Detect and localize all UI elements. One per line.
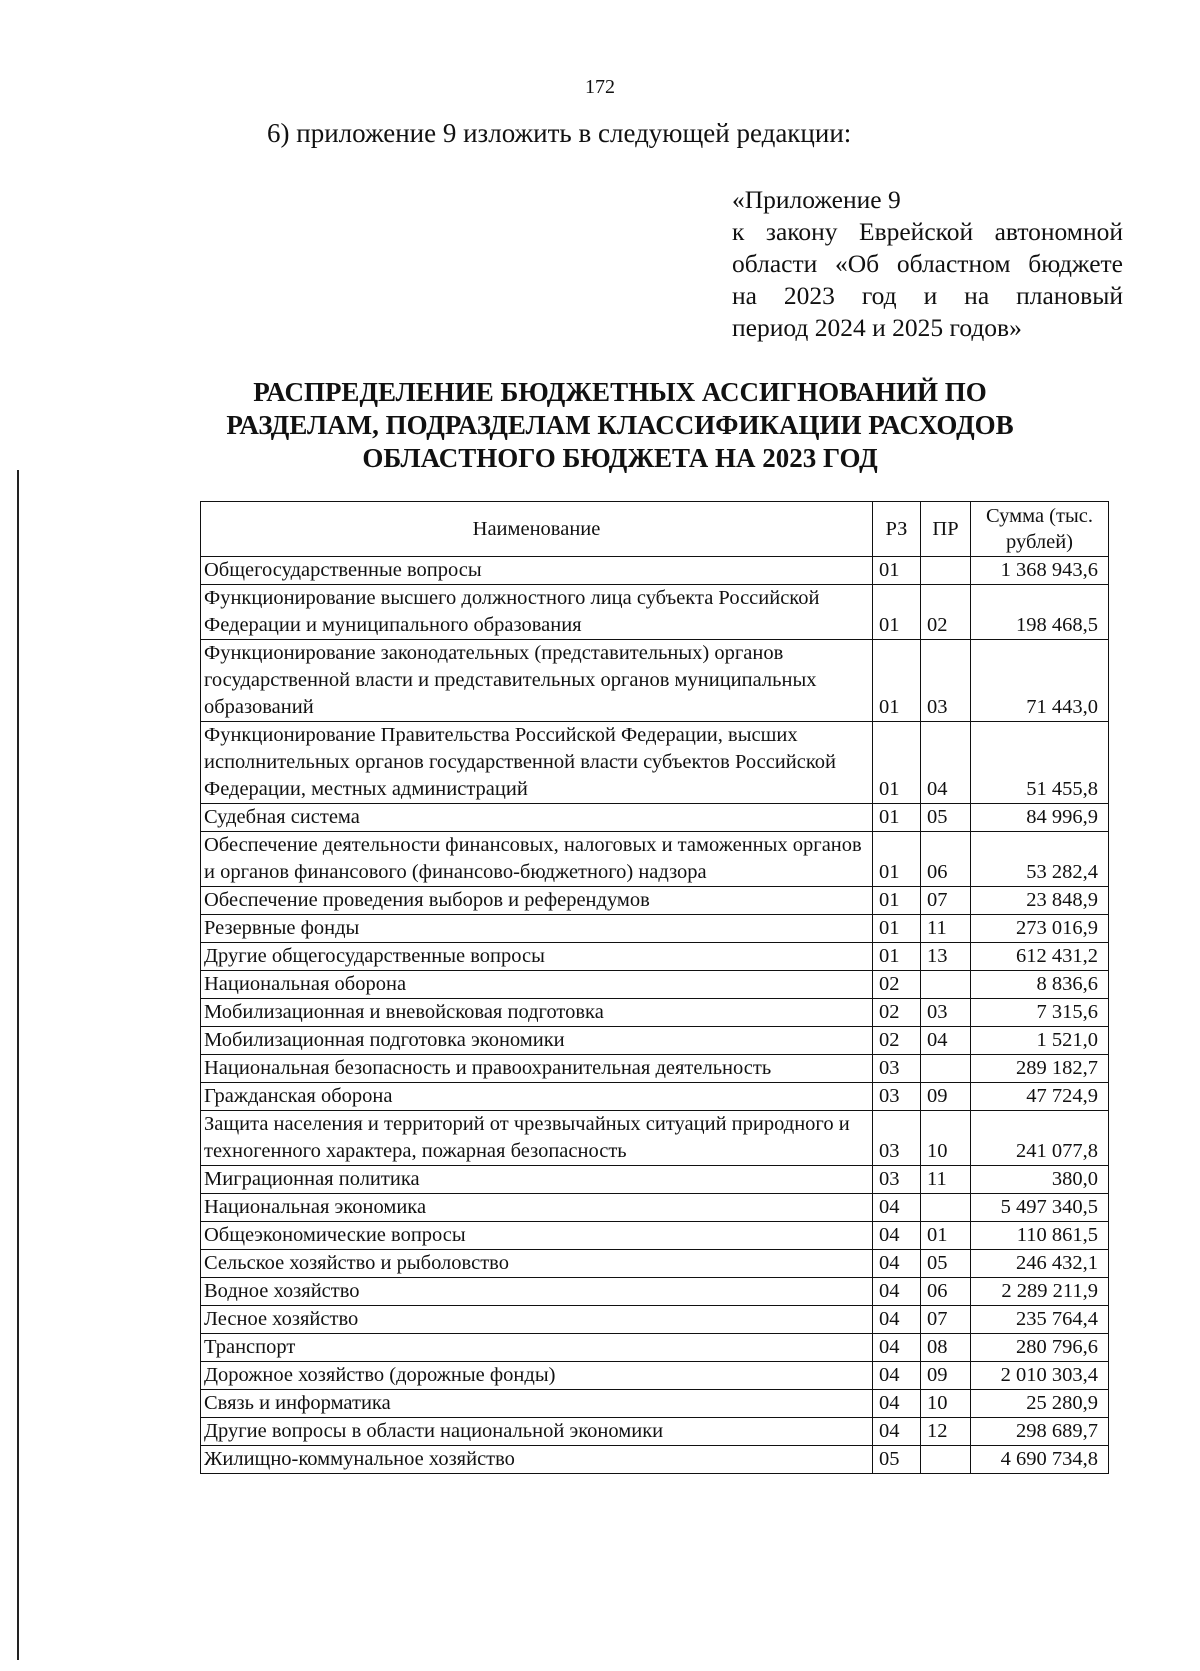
cell-name: Национальная оборона	[201, 971, 873, 999]
cell-rz: 04	[873, 1418, 921, 1446]
table-row	[201, 943, 1109, 971]
appendix-line: период 2024 и 2025 годов»	[732, 313, 1022, 342]
cell-sum: 51 455,8	[971, 722, 1109, 804]
cell-rz: 01	[873, 640, 921, 722]
cell-rz: 02	[873, 1027, 921, 1055]
appendix-reference	[732, 184, 1123, 344]
appendix-line: «Приложение 9	[732, 185, 901, 214]
cell-name: Национальная экономика	[201, 1194, 873, 1222]
cell-rz: 01	[873, 722, 921, 804]
table-row	[201, 887, 1109, 915]
cell-sum: 84 996,9	[971, 804, 1109, 832]
document-title	[160, 376, 1080, 475]
cell-rz: 02	[873, 971, 921, 999]
cell-pr: 05	[921, 1250, 971, 1278]
header-name: Наименование	[201, 502, 873, 557]
cell-rz: 03	[873, 1111, 921, 1166]
cell-rz: 01	[873, 804, 921, 832]
table-row	[201, 1362, 1109, 1390]
cell-sum: 5 497 340,5	[971, 1194, 1109, 1222]
table-row	[201, 1194, 1109, 1222]
cell-sum: 4 690 734,8	[971, 1446, 1109, 1474]
cell-pr: 02	[921, 585, 971, 640]
cell-sum: 53 282,4	[971, 832, 1109, 887]
cell-sum: 273 016,9	[971, 915, 1109, 943]
cell-pr	[921, 1055, 971, 1083]
cell-pr: 11	[921, 1166, 971, 1194]
cell-rz: 03	[873, 1083, 921, 1111]
cell-sum: 2 010 303,4	[971, 1362, 1109, 1390]
cell-sum: 7 315,6	[971, 999, 1109, 1027]
cell-rz: 04	[873, 1278, 921, 1306]
cell-sum: 246 432,1	[971, 1250, 1109, 1278]
table-row	[201, 1418, 1109, 1446]
cell-sum: 1 368 943,6	[971, 557, 1109, 585]
cell-rz: 01	[873, 887, 921, 915]
cell-name: Функционирование Правительства Российской Федерации, высших исполнительных органов государственной власти субъектов Российской Федерации, местных администраций	[201, 722, 873, 804]
cell-name: Другие общегосударственные вопросы	[201, 943, 873, 971]
cell-pr: 06	[921, 832, 971, 887]
cell-pr	[921, 1194, 971, 1222]
cell-name: Лесное хозяйство	[201, 1306, 873, 1334]
table-row	[201, 1334, 1109, 1362]
title-line: ОБЛАСТНОГО БЮДЖЕТА НА 2023 ГОД	[362, 443, 878, 473]
cell-sum: 241 077,8	[971, 1111, 1109, 1166]
cell-name: Судебная система	[201, 804, 873, 832]
cell-name: Мобилизационная и вневойсковая подготовка	[201, 999, 873, 1027]
cell-pr: 09	[921, 1083, 971, 1111]
table-row	[201, 640, 1109, 722]
table-row	[201, 1278, 1109, 1306]
cell-pr	[921, 971, 971, 999]
cell-name: Миграционная политика	[201, 1166, 873, 1194]
table-row	[201, 585, 1109, 640]
cell-name: Функционирование законодательных (представительных) органов государственной власти и представительных органов муниципальных образований	[201, 640, 873, 722]
cell-sum: 25 280,9	[971, 1390, 1109, 1418]
cell-name: Общегосударственные вопросы	[201, 557, 873, 585]
cell-pr	[921, 1446, 971, 1474]
cell-pr: 04	[921, 722, 971, 804]
cell-rz: 02	[873, 999, 921, 1027]
cell-rz: 01	[873, 557, 921, 585]
cell-name: Водное хозяйство	[201, 1278, 873, 1306]
table-row	[201, 1390, 1109, 1418]
table-row	[201, 1055, 1109, 1083]
cell-rz: 01	[873, 915, 921, 943]
table-row	[201, 1446, 1109, 1474]
cell-sum: 23 848,9	[971, 887, 1109, 915]
title-line: РАСПРЕДЕЛЕНИЕ БЮДЖЕТНЫХ АССИГНОВАНИЙ ПО	[253, 377, 987, 407]
cell-name: Защита населения и территорий от чрезвычайных ситуаций природного и техногенного характера, пожарная безопасность	[201, 1111, 873, 1166]
cell-sum: 2 289 211,9	[971, 1278, 1109, 1306]
cell-rz: 04	[873, 1362, 921, 1390]
cell-sum: 110 861,5	[971, 1222, 1109, 1250]
cell-rz: 04	[873, 1390, 921, 1418]
table-body	[201, 557, 1109, 1474]
cell-pr: 11	[921, 915, 971, 943]
cell-name: Дорожное хозяйство (дорожные фонды)	[201, 1362, 873, 1390]
cell-sum: 612 431,2	[971, 943, 1109, 971]
cell-rz: 04	[873, 1222, 921, 1250]
table-row	[201, 557, 1109, 585]
header-sum: Сумма (тыс. рублей)	[971, 502, 1109, 557]
cell-rz: 04	[873, 1306, 921, 1334]
cell-name: Функционирование высшего должностного лица субъекта Российской Федерации и муниципального образования	[201, 585, 873, 640]
cell-name: Сельское хозяйство и рыболовство	[201, 1250, 873, 1278]
table-row	[201, 999, 1109, 1027]
cell-rz: 05	[873, 1446, 921, 1474]
cell-sum: 198 468,5	[971, 585, 1109, 640]
cell-name: Связь и информатика	[201, 1390, 873, 1418]
cell-name: Гражданская оборона	[201, 1083, 873, 1111]
table-row	[201, 1250, 1109, 1278]
table-row	[201, 1083, 1109, 1111]
cell-rz: 01	[873, 943, 921, 971]
cell-sum: 280 796,6	[971, 1334, 1109, 1362]
cell-rz: 03	[873, 1166, 921, 1194]
cell-pr: 04	[921, 1027, 971, 1055]
table-row	[201, 1222, 1109, 1250]
cell-name: Общеэкономические вопросы	[201, 1222, 873, 1250]
intro-text: 6) приложение 9 изложить в следующей редакции:	[267, 118, 852, 148]
margin-line	[17, 470, 19, 1660]
cell-pr: 07	[921, 1306, 971, 1334]
appendix-line: области «Об областном бюджете	[732, 249, 1123, 278]
table-row	[201, 915, 1109, 943]
page-number: 172	[585, 76, 615, 98]
table-row	[201, 1166, 1109, 1194]
table-row	[201, 1111, 1109, 1166]
cell-pr: 13	[921, 943, 971, 971]
cell-name: Обеспечение проведения выборов и референдумов	[201, 887, 873, 915]
cell-pr: 07	[921, 887, 971, 915]
cell-rz: 01	[873, 585, 921, 640]
title-line: РАЗДЕЛАМ, ПОДРАЗДЕЛАМ КЛАССИФИКАЦИИ РАСХОДОВ	[226, 410, 1014, 440]
cell-rz: 03	[873, 1055, 921, 1083]
cell-sum: 47 724,9	[971, 1083, 1109, 1111]
cell-name: Другие вопросы в области национальной экономики	[201, 1418, 873, 1446]
cell-name: Транспорт	[201, 1334, 873, 1362]
cell-sum: 8 836,6	[971, 971, 1109, 999]
cell-pr: 08	[921, 1334, 971, 1362]
appendix-line: к закону Еврейской автономной	[732, 217, 1123, 246]
header-pr: ПР	[921, 502, 971, 557]
cell-sum: 298 689,7	[971, 1418, 1109, 1446]
cell-sum: 1 521,0	[971, 1027, 1109, 1055]
cell-name: Обеспечение деятельности финансовых, налоговых и таможенных органов и органов финансового (финансово-бюджетного) надзора	[201, 832, 873, 887]
cell-name: Жилищно-коммунальное хозяйство	[201, 1446, 873, 1474]
table-row	[201, 832, 1109, 887]
table-row	[201, 1027, 1109, 1055]
cell-pr: 06	[921, 1278, 971, 1306]
cell-pr: 03	[921, 640, 971, 722]
table-row	[201, 971, 1109, 999]
cell-rz: 04	[873, 1334, 921, 1362]
cell-pr: 01	[921, 1222, 971, 1250]
header-rz: РЗ	[873, 502, 921, 557]
budget-table	[200, 501, 1109, 1474]
cell-pr: 05	[921, 804, 971, 832]
cell-pr: 12	[921, 1418, 971, 1446]
cell-name: Мобилизационная подготовка экономики	[201, 1027, 873, 1055]
table-row	[201, 804, 1109, 832]
cell-sum: 380,0	[971, 1166, 1109, 1194]
cell-sum: 71 443,0	[971, 640, 1109, 722]
cell-name: Резервные фонды	[201, 915, 873, 943]
cell-pr: 09	[921, 1362, 971, 1390]
cell-rz: 04	[873, 1250, 921, 1278]
table-row	[201, 1306, 1109, 1334]
cell-pr	[921, 557, 971, 585]
cell-pr: 10	[921, 1390, 971, 1418]
cell-pr: 03	[921, 999, 971, 1027]
cell-sum: 289 182,7	[971, 1055, 1109, 1083]
cell-rz: 01	[873, 832, 921, 887]
table-header-row	[201, 502, 1109, 557]
table-row	[201, 722, 1109, 804]
appendix-line: на 2023 год и на плановый	[732, 281, 1123, 310]
cell-rz: 04	[873, 1194, 921, 1222]
cell-sum: 235 764,4	[971, 1306, 1109, 1334]
cell-name: Национальная безопасность и правоохранительная деятельность	[201, 1055, 873, 1083]
cell-pr: 10	[921, 1111, 971, 1166]
